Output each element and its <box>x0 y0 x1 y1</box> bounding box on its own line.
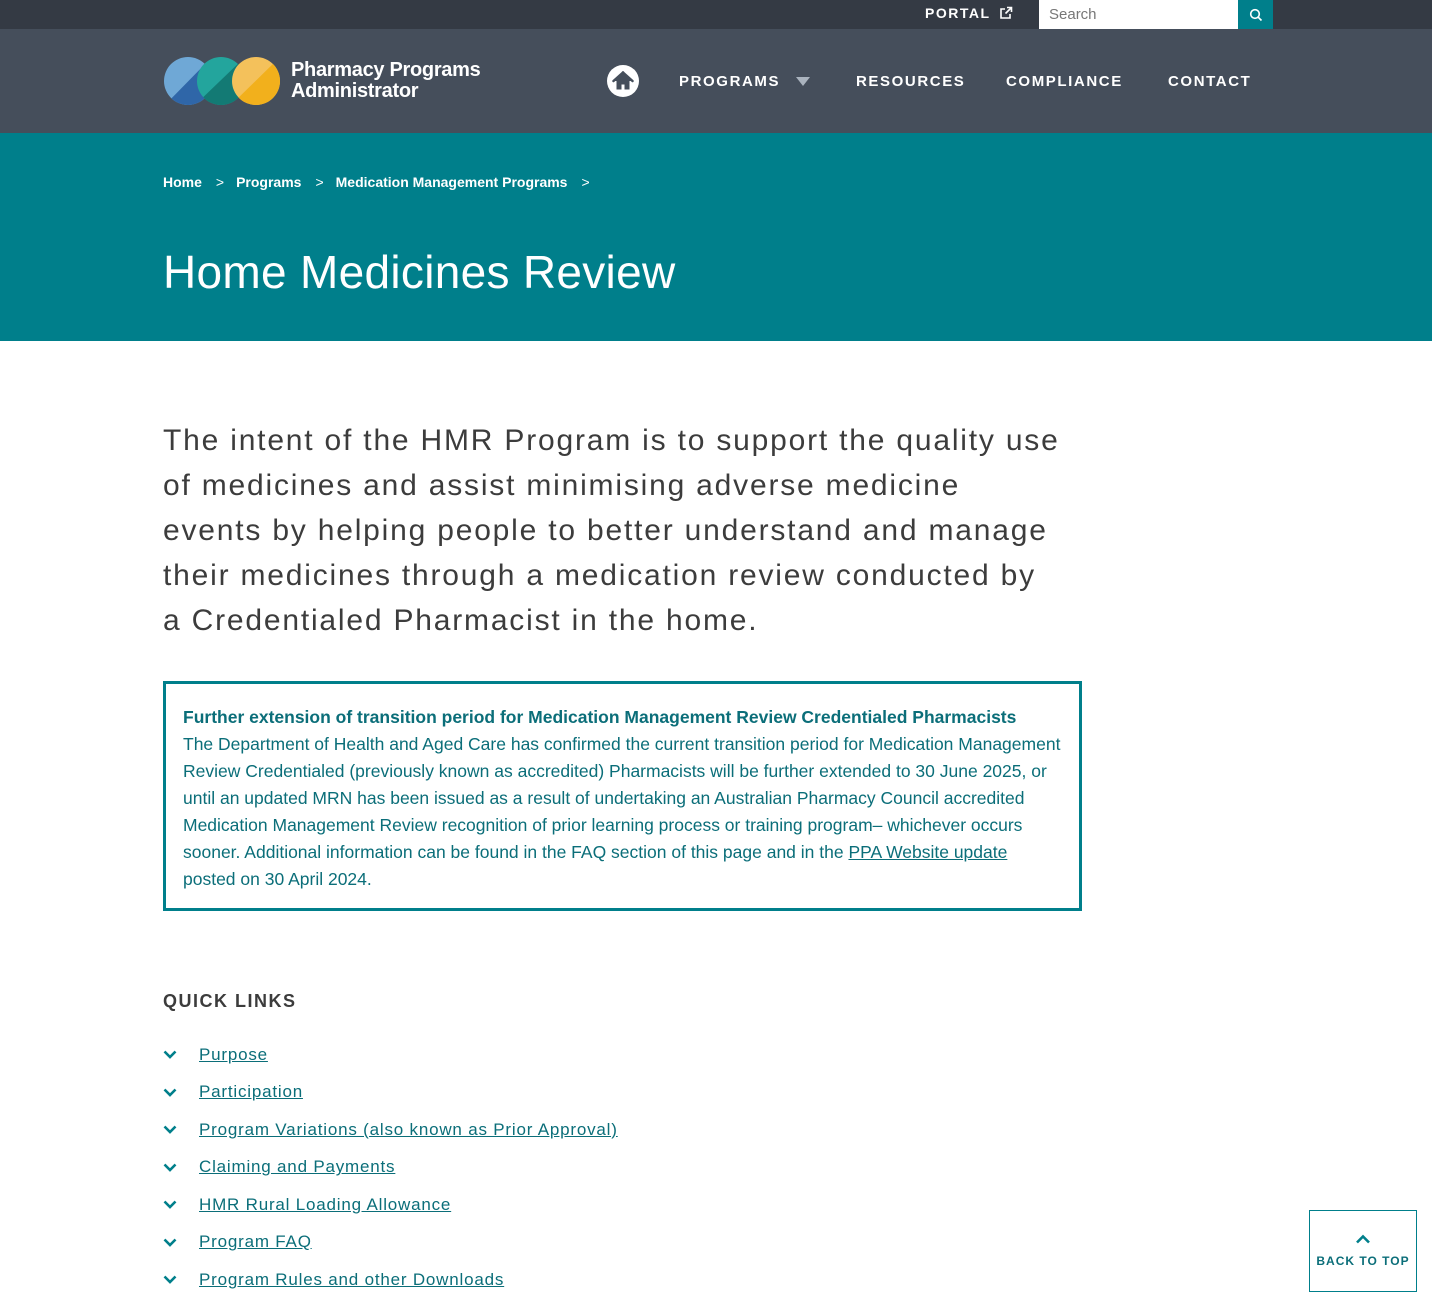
search-button[interactable] <box>1238 0 1273 29</box>
back-to-top-button[interactable] <box>1309 1210 1417 1292</box>
notice-box <box>163 681 1082 911</box>
site-logo[interactable] <box>163 55 480 107</box>
caret-down-icon <box>796 77 810 86</box>
quick-link-program-rules[interactable]: Program Rules and other Downloads <box>199 1269 505 1289</box>
chevron-down-icon <box>163 1048 177 1062</box>
intro-text: The intent of the HMR Program is to support the quality use of medicines and assist minimising adverse medicine events by helping people to better understand and manage their medicines through a medication review conducted by a Credentialed Pharmacist in the home. <box>163 424 1060 637</box>
home-icon <box>612 71 634 91</box>
nav-resources[interactable]: RESOURCES <box>856 73 966 90</box>
chevron-down-icon <box>163 1198 177 1212</box>
quick-links-list <box>163 1036 618 1299</box>
logo-line-1: Pharmacy Programs <box>291 59 481 81</box>
quick-link-purpose[interactable]: Purpose <box>199 1044 268 1064</box>
breadcrumb-separator: > <box>581 174 590 190</box>
portal-link[interactable] <box>925 5 1013 21</box>
page-title: Home Medicines Review <box>163 246 676 298</box>
chevron-up-icon <box>1355 1234 1371 1244</box>
search-icon <box>1249 8 1263 22</box>
logo-text <box>291 60 480 102</box>
logo-line-2: Administrator <box>291 80 419 102</box>
quick-link-item <box>163 1074 618 1112</box>
breadcrumb-separator: > <box>315 174 324 190</box>
quick-link-faq[interactable]: Program FAQ <box>199 1232 312 1252</box>
quick-link-item <box>163 1261 618 1299</box>
quick-link-item <box>163 1149 618 1187</box>
quick-links-heading: QUICK LINKS <box>163 991 297 1011</box>
quick-link-program-variations[interactable]: Program Variations (also known as Prior Approval) <box>199 1119 618 1139</box>
nav-programs-label: PROGRAMS <box>679 73 781 90</box>
page-hero <box>0 133 1432 341</box>
chevron-down-icon <box>163 1085 177 1099</box>
notice-body: The Department of Health and Aged Care has confirmed the current transition period for Medication Management Review Credentialed (previously known as accredited) Pharmacists will be further extended to 30 June 2025, or until an updated MRN has been issued as a result of undertaking an Australian Pharmacy Council accredited Medication Management Review recognition of prior learning process or training program– whichever occurs sooner. Additional information can be found in the FAQ section of this page and in the <box>183 734 1061 862</box>
quick-link-item <box>163 1224 618 1262</box>
breadcrumb <box>163 174 602 190</box>
chevron-down-icon <box>163 1123 177 1137</box>
nav-compliance[interactable]: COMPLIANCE <box>1006 73 1123 90</box>
notice-body-end: posted on 30 April 2024. <box>183 869 372 889</box>
nav-home-button[interactable] <box>607 65 639 97</box>
breadcrumb-home[interactable]: Home <box>163 174 202 190</box>
back-to-top-label: BACK TO TOP <box>1316 1254 1410 1268</box>
search-input[interactable] <box>1039 0 1238 29</box>
nav-programs[interactable] <box>679 73 810 90</box>
main-header <box>0 29 1432 133</box>
logo-circles-icon <box>163 55 283 107</box>
notice-title: Further extension of transition period for Medication Management Review Credentialed Pharmacists <box>183 707 1017 727</box>
chevron-down-icon <box>163 1273 177 1287</box>
breadcrumb-programs[interactable]: Programs <box>236 174 302 190</box>
quick-link-participation[interactable]: Participation <box>199 1082 303 1102</box>
chevron-down-icon <box>163 1235 177 1249</box>
breadcrumb-medication-management[interactable]: Medication Management Programs <box>335 174 568 190</box>
chevron-down-icon <box>163 1160 177 1174</box>
utility-bar <box>0 0 1432 29</box>
quick-link-item <box>163 1111 618 1149</box>
breadcrumb-separator: > <box>215 174 225 190</box>
nav-contact[interactable]: CONTACT <box>1168 73 1252 90</box>
quick-link-item <box>163 1036 618 1074</box>
ppa-website-update-link[interactable]: PPA Website update <box>848 842 1008 862</box>
quick-link-claiming[interactable]: Claiming and Payments <box>199 1157 396 1177</box>
portal-label: PORTAL <box>925 5 991 21</box>
quick-link-rural-loading[interactable]: HMR Rural Loading Allowance <box>199 1194 452 1214</box>
external-link-icon <box>999 6 1013 20</box>
quick-link-item <box>163 1186 618 1224</box>
